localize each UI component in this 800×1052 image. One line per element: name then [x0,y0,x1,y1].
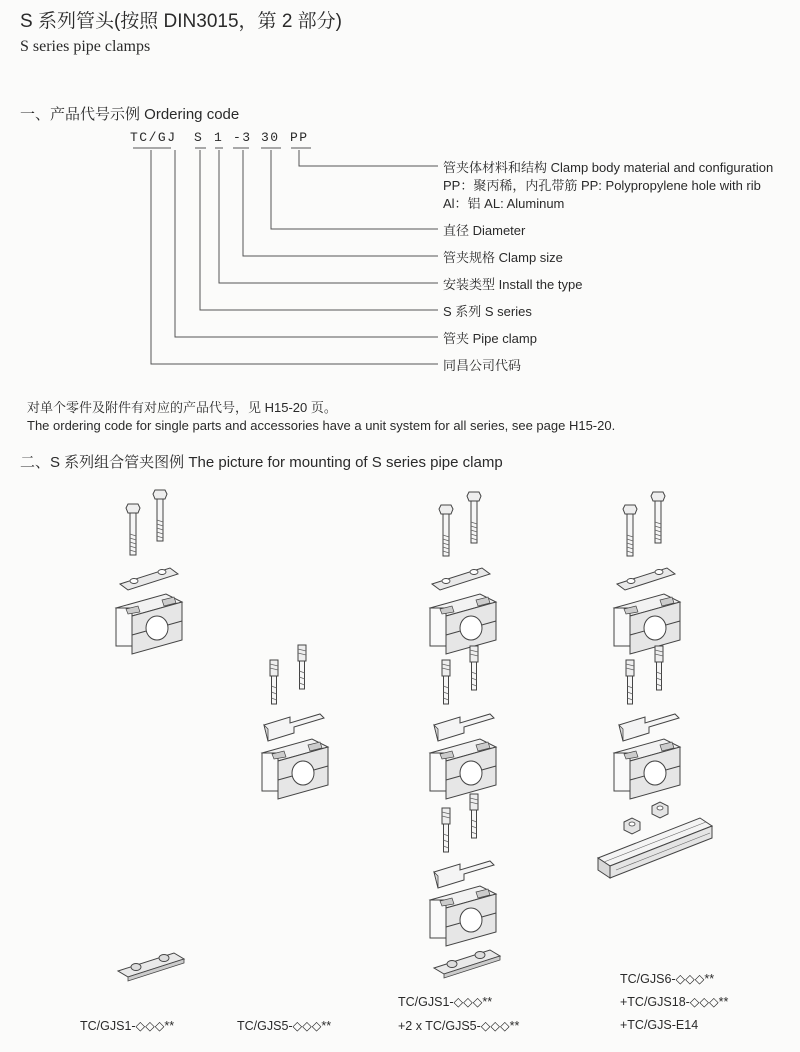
caption-col4-line3: +TC/GJS-E14 [620,1018,699,1032]
caption-col4-line2: +TC/GJS18-◇◇◇** [620,995,729,1009]
ordering-code-heading: 一、产品代号示例 Ordering code [20,106,240,123]
note-chinese: 对单个零件及附件有对应的产品代号，见 H15-20 页。 [27,400,337,415]
caption-col3-line1: TC/GJS1-◇◇◇** [398,995,493,1009]
code-part-series: S [194,130,204,145]
label-material: 管夹体材料和结构 Clamp body material and configuration [443,160,774,175]
code-part-size: -3 [233,130,252,145]
assembly-col4 [598,492,712,878]
assembly-col3 [430,492,500,978]
code-part-material: PP [290,130,309,145]
assembly-col2 [262,645,328,799]
label-pipe-clamp: 管夹 Pipe clamp [443,331,537,346]
label-diameter: 直径 Diameter [443,223,526,238]
code-part-company: TC/GJ [130,130,177,145]
caption-col1: TC/GJS1-◇◇◇** [80,1019,175,1033]
caption-col4-line1: TC/GJS6-◇◇◇** [620,972,715,986]
label-company-code: 同昌公司代码 [443,358,522,373]
note-english: The ordering code for single parts and accessories have a unit system for all series, see page H15-20. [27,418,616,433]
code-part-type: 1 [214,130,224,145]
mounting-rail [598,818,712,878]
label-install-type: 安装类型 Install the type [443,277,583,292]
page-title: S 系列管头(按照 DIN3015，第 2 部分) [20,11,342,32]
mounting-heading: 二、S 系列组合管夹图例 The picture for mounting of S series pipe clamp [20,454,503,471]
caption-col3-line2: +2 x TC/GJS5-◇◇◇** [398,1019,520,1033]
label-clamp-size: 管夹规格 Clamp size [443,250,563,265]
label-pp: PP：聚丙稀，内孔带筋 PP: Polypropylene hole with rib [443,178,761,193]
page-subtitle: S series pipe clamps [20,38,151,55]
assembly-col1 [116,490,184,981]
label-series: S 系列 S series [443,304,532,319]
caption-col2: TC/GJS5-◇◇◇** [237,1019,332,1033]
code-part-diameter: 30 [261,130,280,145]
label-al: Al：铝 AL: Aluminum [443,196,565,211]
